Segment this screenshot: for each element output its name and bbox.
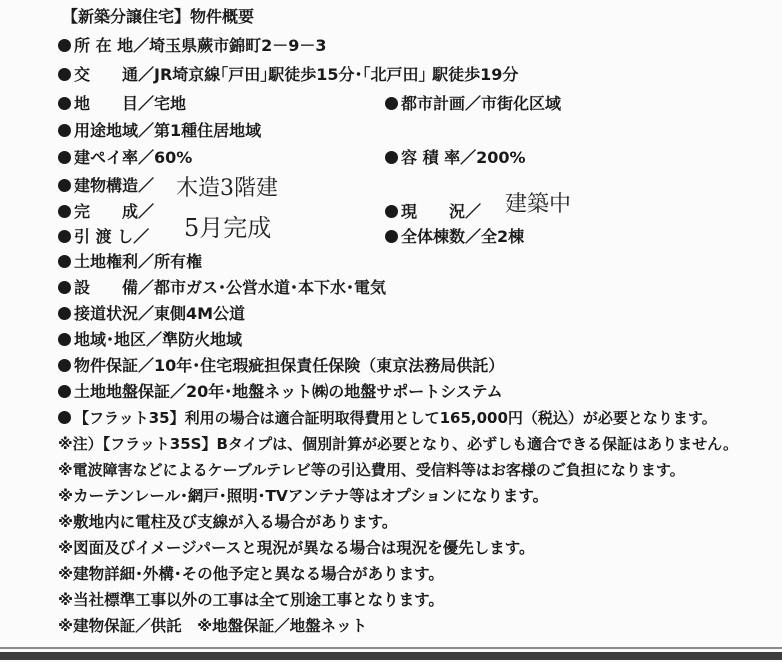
bullet-icon <box>58 39 71 52</box>
land-rights-row <box>58 252 202 272</box>
bullet-icon <box>58 281 71 294</box>
note-line: ※カーテンレール･網戸･照明･TVアンテナ等はオプションになります。 <box>58 487 549 505</box>
zoning-text: 用途地域／第1種住居地域 <box>74 121 262 140</box>
facilities-row <box>58 278 386 298</box>
bullet-icon <box>58 179 71 192</box>
bullet-icon <box>58 97 71 110</box>
note-line: ※当社標準工事以外の工事は全て別途工事となります。 <box>58 591 444 609</box>
completion-label: 完 成／ <box>74 202 155 221</box>
current-status-value-handwritten: 建築中 <box>505 192 572 217</box>
bottom-divider <box>0 652 782 660</box>
road-access-text: 接道状況／東側4M公道 <box>74 304 246 323</box>
land-category-text: 地 目／宅地 <box>74 94 187 113</box>
land-category-row <box>58 94 186 114</box>
note-line: ※図面及びイメージパースと現況が異なる場合は現況を優先します。 <box>58 539 535 557</box>
note-line: ※電波障害などによるケーブルテレビ等の引込費用、受信料等はお客様のご負担になります。 <box>58 461 685 479</box>
bullet-icon <box>58 205 71 218</box>
structure-row <box>58 176 154 196</box>
bullet-icon <box>58 124 71 137</box>
road-access-row <box>58 304 245 324</box>
property-warranty-row <box>58 356 504 376</box>
building-coverage-text: 建ペイ率／60% <box>74 148 193 167</box>
city-planning-row <box>385 94 561 114</box>
city-planning-text: 都市計画／市街化区域 <box>401 94 562 113</box>
floor-area-ratio-row <box>385 148 526 168</box>
flat35-row <box>58 408 717 428</box>
access-row <box>58 65 518 85</box>
bullet-icon <box>385 97 398 110</box>
handover-label: 引 渡 し／ <box>74 227 150 246</box>
bullet-icon <box>58 307 71 320</box>
bullet-icon <box>58 411 71 424</box>
bottom-divider-thin <box>0 647 782 649</box>
total-units-text: 全体棟数／全2棟 <box>401 227 525 246</box>
completion-value-handwritten: 5月完成 <box>184 214 272 242</box>
bullet-icon <box>58 333 71 346</box>
note-line: ※建物保証／供託 ※地盤保証／地盤ネット <box>58 617 368 635</box>
completion-row <box>58 202 154 222</box>
total-units-row <box>385 227 524 247</box>
building-coverage-row <box>58 148 192 168</box>
structure-value-handwritten: 木造3階建 <box>176 176 278 201</box>
bullet-icon <box>385 151 398 164</box>
flat35-text: 【フラット35】利用の場合は適合証明取得費用として165,000円（税込）が必要となります。 <box>74 409 717 427</box>
current-status-label: 現 況／ <box>401 202 482 221</box>
bullet-icon <box>58 230 71 243</box>
note-line: ※注）【フラット35S】Bタイプは、個別計算が必要となり、必ずしも適合できる保証はありません。 <box>58 435 739 453</box>
ground-warranty-row <box>58 382 503 402</box>
note-line: ※建物詳細･外構･その他予定と異なる場合があります。 <box>58 565 444 583</box>
land-rights-text: 土地権利／所有権 <box>74 252 203 271</box>
current-status-row <box>385 202 481 222</box>
property-warranty-text: 物件保証／10年･住宅瑕疵担保責任保険（東京法務局供託） <box>74 356 505 375</box>
bullet-icon <box>58 255 71 268</box>
address-row <box>58 36 327 56</box>
access-text: 交 通／JR埼京線｢戸田｣駅徒歩15分･｢北戸田｣ 駅徒歩19分 <box>74 65 519 84</box>
bullet-icon <box>58 68 71 81</box>
zoning-row <box>58 121 261 141</box>
bullet-icon <box>385 205 398 218</box>
document-title: 【新築分譲住宅】物件概要 <box>62 7 255 26</box>
note-line: ※敷地内に電柱及び支線が入る場合があります。 <box>58 513 398 531</box>
floor-area-ratio-text: 容 積 率／200% <box>401 148 526 167</box>
bullet-icon <box>385 230 398 243</box>
district-row <box>58 330 242 350</box>
handover-row <box>58 227 149 247</box>
address-text: 所 在 地／埼玉県蕨市錦町2－9－3 <box>74 36 327 55</box>
district-text: 地域･地区／準防火地域 <box>74 330 243 349</box>
facilities-text: 設 備／都市ガス･公営水道･本下水･電気 <box>74 278 387 297</box>
bullet-icon <box>58 151 71 164</box>
bullet-icon <box>58 385 71 398</box>
structure-label: 建物構造／ <box>74 176 155 195</box>
ground-warranty-text: 土地地盤保証／20年･地盤ネット㈱の地盤サポートシステム <box>74 382 503 401</box>
bullet-icon <box>58 359 71 372</box>
